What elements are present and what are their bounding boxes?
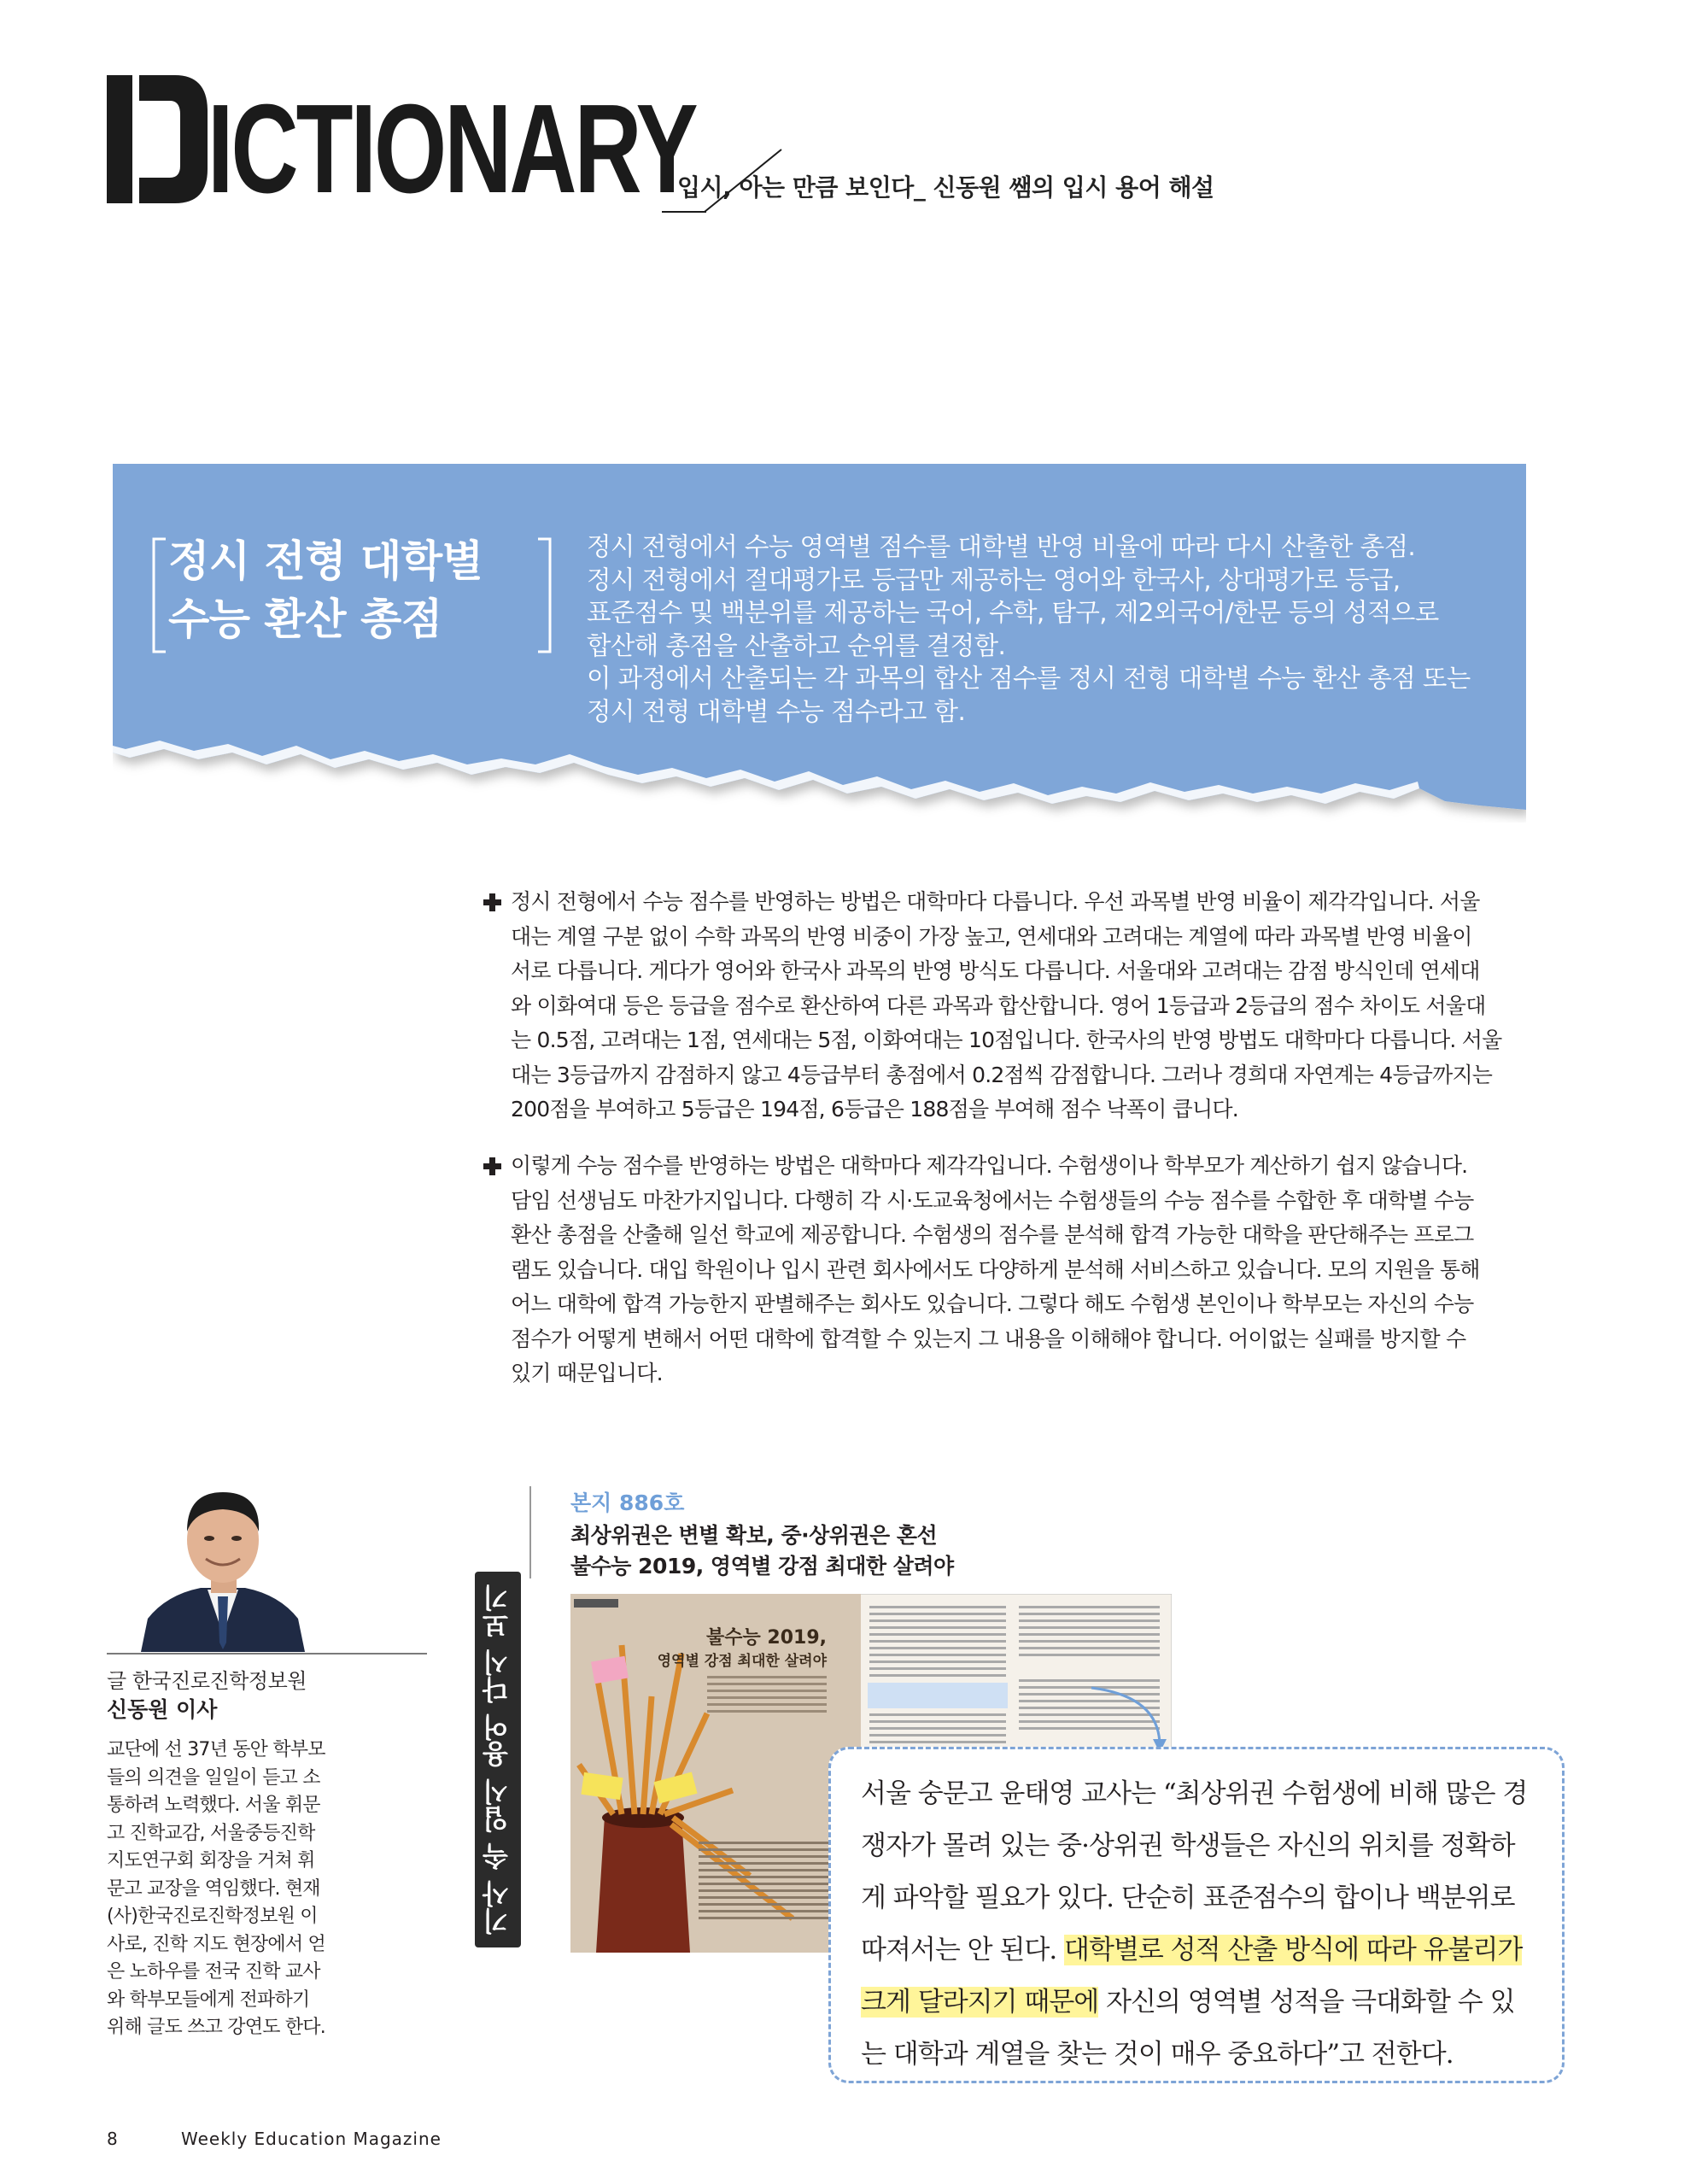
- quote-text: [861, 1768, 1544, 2081]
- clipping-title-line: 영역별 강점 최대한 살려야: [657, 1653, 827, 1670]
- author-affiliation: 글 한국진로진학정보원: [107, 1669, 307, 1693]
- definition-line: 정시 전형 대학별 수능 점수라고 함.: [587, 696, 966, 726]
- body-paragraph-1: [511, 885, 1527, 1127]
- issue-number: 본지 886호: [570, 1491, 685, 1515]
- reread-label: 기사 속 입시 용어 다시 보기: [483, 1584, 514, 1936]
- body-line: 대는 계열 구분 없이 수학 과목의 반영 비중이 가장 높고, 연세대와 고려대는 계열에 따라 과목별 반영 비율이: [511, 923, 1472, 949]
- quote-box: [828, 1747, 1565, 2083]
- article-headline-line: 최상위권은 변별 확보, 중·상위권은 혼선: [570, 1523, 938, 1548]
- author-bio: [107, 1737, 346, 2042]
- bio-line: 통하려 노력했다. 서울 휘문: [107, 1795, 320, 1816]
- reread-divider: [529, 1486, 531, 1578]
- quote-line: 쟁자가 몰려 있는 중·상위권 학생들은 자신의 위치를 정확하: [861, 1830, 1515, 1861]
- definition-text: [587, 530, 1509, 728]
- bio-line: 사로, 진학 지도 현장에서 얻: [107, 1933, 325, 1955]
- body-line: 대는 3등급까지 감점하지 않고 4등급부터 총점에서 0.2점씩 감점합니다. 그러나 경희대 자연계는 4등급까지는: [511, 1062, 1493, 1087]
- clipping-title-line: 불수능 2019,: [705, 1627, 827, 1649]
- masthead-title: ICTIONARY: [208, 79, 696, 220]
- plus-bullet-icon: [483, 893, 501, 911]
- quote-highlight: 크게 달라지기 때문에: [861, 1987, 1099, 2018]
- page-number: 8: [107, 2129, 118, 2149]
- term-line: 수능 환산 총점: [168, 594, 442, 644]
- definition-line: 이 과정에서 산출되는 각 과목의 합산 점수를 정시 전형 대학별 수능 환산 총점 또는: [587, 664, 1471, 693]
- bio-line: 문고 교장을 역임했다. 현재: [107, 1877, 320, 1900]
- quote-highlight: 대학별로 성적 산출 방식에 따라 유불리가: [1064, 1935, 1523, 1965]
- quote-line: [861, 1924, 1544, 1977]
- body-paragraph-2: [511, 1149, 1527, 1391]
- quote-plain-text: 따져서는 안 된다.: [861, 1935, 1065, 1965]
- bio-line: 은 노하우를 전국 진학 교사: [107, 1961, 320, 1983]
- reread-tab: [475, 1572, 521, 1947]
- bio-line: (사)한국진로진학정보원 이: [107, 1906, 318, 1927]
- body-line: 200점을 부여하고 5등급은 194점, 6등급은 188점을 부여해 점수 낙폭이 큽니다.: [511, 1097, 1238, 1122]
- bio-line: 들의 의견을 일일이 듣고 소: [107, 1766, 320, 1789]
- definition-line: 표준점수 및 백분위를 제공하는 국어, 수학, 탐구, 제2외국어/한문 등의 성적으로: [587, 598, 1439, 627]
- bio-line: 위해 글도 쓰고 강연도 한다.: [107, 2017, 325, 2038]
- definition-line: 합산해 총점을 산출하고 순위를 결정함.: [587, 630, 1006, 660]
- author-photo: [132, 1475, 313, 1652]
- body-line: 는 0.5점, 고려대는 1점, 연세대는 5점, 이화여대는 10점입니다. 한국사의 반영 방법도 대학마다 다릅니다. 서울: [511, 1028, 1502, 1052]
- author-name: 신동원 이사: [107, 1697, 218, 1722]
- body-line: 점수가 어떻게 변해서 어떤 대학에 합격할 수 있는지 그 내용을 이해해야 합니다. 어이없는 실패를 방지할 수: [511, 1326, 1466, 1351]
- quote-plain-text: 자신의 영역별 성적을 극대화할 수 있: [1098, 1987, 1515, 2018]
- definition-box: [113, 464, 1526, 823]
- definition-line: 정시 전형에서 수능 영역별 점수를 대학별 반영 비율에 따라 다시 산출한 총점.: [587, 532, 1416, 561]
- quote-line: 게 파악할 필요가 있다. 단순히 표준점수의 합이나 백분위로: [861, 1883, 1515, 1913]
- magazine-name: Weekly Education Magazine: [181, 2129, 442, 2149]
- body-line: 램도 있습니다. 대입 학원이나 입시 관련 회사에서도 다양하게 분석해 서비스하고 있습니다. 모의 지원을 통해: [511, 1256, 1480, 1282]
- author-divider: [107, 1653, 427, 1655]
- body-line: 서로 다릅니다. 게다가 영어와 한국사 과목의 반영 방식도 다릅니다. 서울대와 고려대는 감점 방식인데 연세대: [511, 958, 1480, 983]
- bio-line: 고 진학교감, 서울중등진학: [107, 1822, 315, 1844]
- body-line: 이렇게 수능 점수를 반영하는 방법은 대학마다 제각각입니다. 수험생이나 학부모가 계산하기 쉽지 않습니다.: [511, 1153, 1468, 1178]
- body-line: 정시 전형에서 수능 점수를 반영하는 방법은 대학마다 다릅니다. 우선 과목별 반영 비율이 제각각입니다. 서울: [511, 889, 1480, 914]
- quote-line: 서울 숭문고 윤태영 교사는 “최상위권 수험생에 비해 많은 경: [861, 1778, 1528, 1809]
- definition-line: 정시 전형에서 절대평가로 등급만 제공하는 영어와 한국사, 상대평가로 등급,: [587, 565, 1401, 594]
- article-headline-line: 불수능 2019, 영역별 강점 최대한 살려야: [570, 1554, 954, 1578]
- body-line: 어느 대학에 합격 가능한지 판별해주는 회사도 있습니다. 그렇다 해도 수험생 본인이나 학부모는 자신의 수능: [511, 1291, 1474, 1316]
- bio-line: 교단에 선 37년 동안 학부모: [107, 1739, 325, 1760]
- bio-line: 와 학부모들에게 전파하기: [107, 1988, 310, 2011]
- body-line: 환산 총점을 산출해 일선 학교에 제공합니다. 수험생의 점수를 분석해 합격 가능한 대학을 판단해주는 프로그: [511, 1222, 1474, 1247]
- body-line: 담임 선생님도 마찬가지입니다. 다행히 각 시·도교육청에서는 수험생들의 수능 점수를 수합한 후 대학별 수능: [511, 1187, 1474, 1213]
- body-line: 있기 때문입니다.: [511, 1361, 663, 1385]
- body-line: 와 이화여대 등은 등급을 점수로 환산하여 다른 과목과 합산합니다. 영어 1등급과 2등급의 점수 차이도 서울대: [511, 993, 1486, 1018]
- masthead-subtitle: 입시, 아는 만큼 보인다_ 신동원 쌤의 입시 용어 해설: [677, 173, 1214, 202]
- plus-bullet-icon: [483, 1157, 501, 1175]
- term-line: 정시 전형 대학별: [168, 536, 483, 586]
- quote-line: 는 대학과 계열을 찾는 것이 매우 중요하다”고 전한다.: [861, 2039, 1454, 2070]
- definition-term: [168, 532, 612, 648]
- bio-line: 지도연구회 회장을 거쳐 휘: [107, 1850, 315, 1871]
- quote-line: [861, 1977, 1544, 2029]
- masthead: [107, 68, 1217, 222]
